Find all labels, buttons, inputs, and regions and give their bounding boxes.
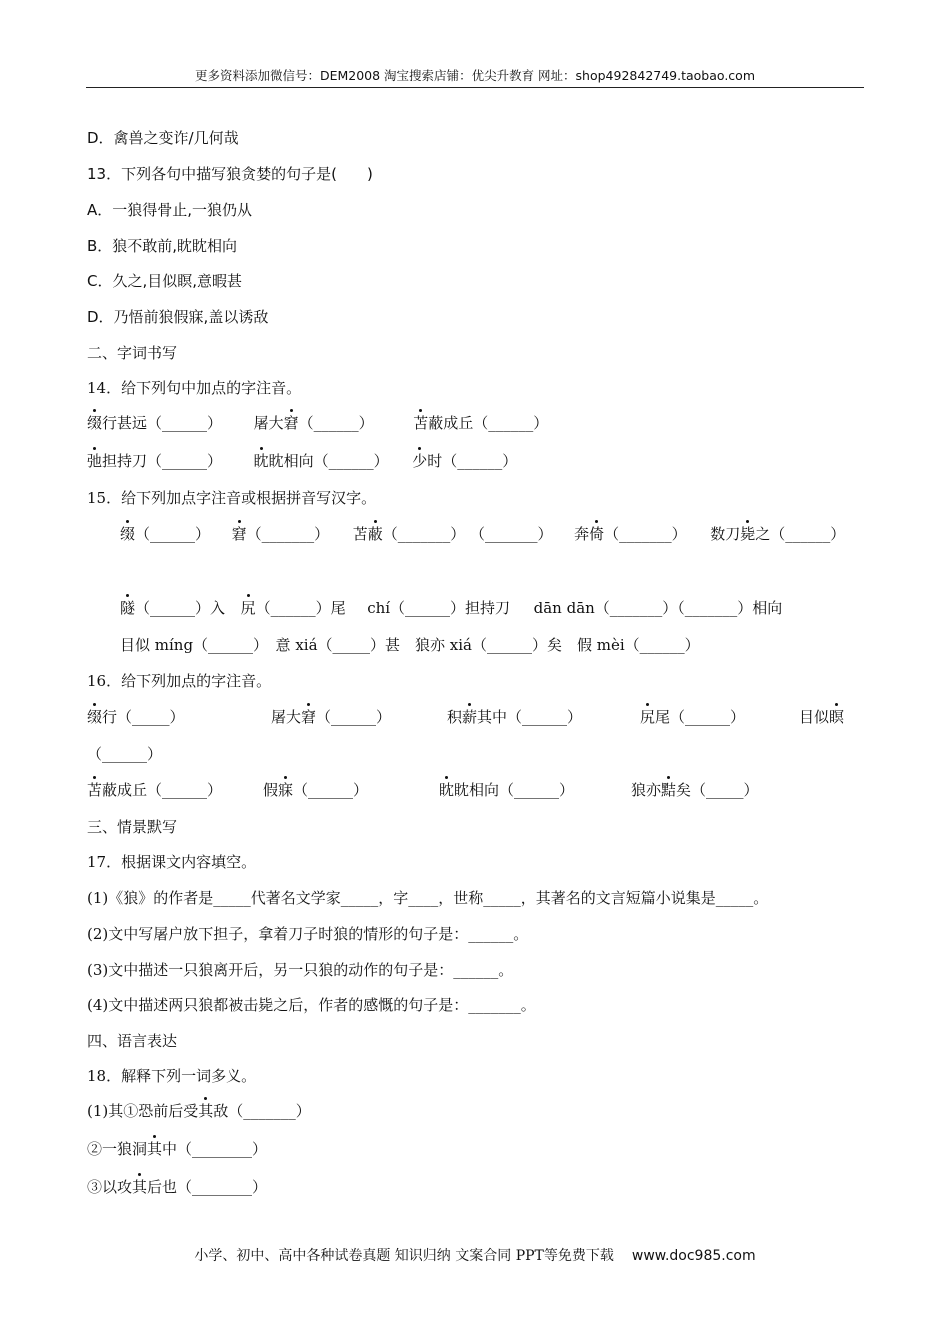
- question-18: 18．解释下列一词多义。: [87, 1067, 257, 1085]
- dotted-char: 其: [147, 1140, 163, 1158]
- q16-item-text: （______）: [293, 781, 369, 799]
- dotted-char: 窘: [283, 414, 299, 432]
- dotted-char: 眈: [253, 452, 269, 470]
- dotted-char: 缀: [87, 708, 103, 726]
- q18-item-text: 敌（_______）: [213, 1102, 311, 1120]
- footer-url[interactable]: www.doc985.com: [631, 1248, 756, 1264]
- q16-item-text: 积: [447, 708, 463, 726]
- question-15: 15．给下列加点字注音或根据拼音写汉字。: [87, 489, 377, 507]
- q16-item-text: 假: [263, 781, 279, 799]
- dotted-char: 窘: [231, 525, 247, 543]
- q14-item-text: 眈相向（______）: [268, 452, 389, 470]
- q15-item-text: 苫: [352, 525, 368, 543]
- q17-item-3: (3)文中描述一只狼离开后，另一只狼的动作的句子是：______。: [87, 961, 514, 979]
- q17-item-4: (4)文中描述两只狼都被击毙之后，作者的感慨的句子是：_______。: [87, 996, 536, 1014]
- option-d-q13: D．乃悟前狼假寐,盖以诱敌: [87, 308, 269, 326]
- q16-item-text: 蔽成丘（______）: [102, 781, 223, 799]
- q16-item-text: 目似: [799, 708, 830, 726]
- section-heading-3: 三、情景默写: [87, 818, 178, 836]
- question-17: 17．根据课文内容填空。: [87, 853, 257, 871]
- dotted-char: 蔽: [367, 525, 383, 543]
- q16-item-text: 矣（_____）: [676, 781, 759, 799]
- option-c-q13: C．久之,目似瞑,意暇甚: [87, 272, 243, 290]
- question-16: 16．给下列加点的字注音。: [87, 672, 272, 690]
- q16-row-1-cont: （______）: [87, 745, 163, 763]
- q16-item-text: 狼亦: [631, 781, 662, 799]
- dotted-char: 缀: [120, 525, 136, 543]
- page-footer: [0, 1245, 950, 1265]
- section-heading-2: 二、字词书写: [87, 344, 178, 362]
- dotted-char: 黠: [661, 781, 677, 799]
- q17-item-1: (1)《狼》的作者是_____代著名文学家_____，字____，世称_____，其著名的文言短篇小说集是_____。: [87, 889, 769, 907]
- q14-item-text: 担持刀（______）: [102, 452, 223, 470]
- q16-item-text: 尾（______）: [655, 708, 746, 726]
- q15-item-text: 奔: [574, 525, 590, 543]
- dotted-char: 隧: [120, 599, 136, 617]
- q14-item-text: （______）: [298, 414, 374, 432]
- dotted-char: 尻: [240, 599, 256, 617]
- question-13: 13．下列各句中描写狼贪婪的句子是( ): [87, 165, 373, 183]
- q15-item-text: 数刀: [710, 525, 741, 543]
- q15-item-text: 之（______）: [755, 525, 846, 543]
- q18-item-text: (1)其①恐前后受: [87, 1102, 199, 1120]
- dotted-char: 尻: [640, 708, 656, 726]
- dotted-char: 薪: [462, 708, 478, 726]
- section-heading-4: 四、语言表达: [87, 1032, 178, 1050]
- q15-item-text: （______）: [135, 525, 211, 543]
- dotted-char: 缀: [87, 414, 103, 432]
- q14-row-2: [87, 451, 517, 471]
- q15-item-text: （_______）: [246, 525, 330, 543]
- dotted-char: 眈: [439, 781, 455, 799]
- q16-item-text: 行（_____）: [102, 708, 185, 726]
- q14-item-text: 时（______）: [427, 452, 518, 470]
- q15-row-2: [120, 598, 782, 618]
- dotted-char: 倚: [589, 525, 605, 543]
- q18-item-2: [87, 1139, 267, 1159]
- dotted-char: 瞑: [829, 708, 845, 726]
- footer-text: 小学、初中、高中各种试卷真题 知识归纳 文案合同 PPT等免费下载: [194, 1248, 614, 1264]
- q18-item-text: ③以攻: [87, 1178, 133, 1196]
- dotted-char: 苫: [413, 414, 429, 432]
- q15-item-text: dān dān（_______）（_______）相向: [533, 599, 783, 617]
- q15-item-text: chí（______）担持刀: [367, 599, 511, 617]
- q14-row-1: [87, 413, 548, 433]
- dotted-char: 苫: [87, 781, 103, 799]
- q14-item-text: 蔽成丘（______）: [428, 414, 549, 432]
- q15-row-3: 目似 míng（______） 意 xiá（_____）甚 狼亦 xiá（______）矣 假 mèi（______）: [120, 636, 700, 654]
- dotted-char: 窘: [301, 708, 317, 726]
- q18-item-text: ②一狼洞: [87, 1140, 148, 1158]
- q15-item-text: （_______）: [382, 525, 466, 543]
- question-14: 14．给下列句中加点的字注音。: [87, 379, 302, 397]
- dotted-char: 寐: [278, 781, 294, 799]
- q15-item-text: （_______）: [604, 525, 687, 543]
- dotted-char: 毙: [740, 525, 756, 543]
- q16-item-text: 眈相向（______）: [454, 781, 575, 799]
- header-divider: [86, 87, 864, 88]
- q16-item-text: 屠大: [271, 708, 302, 726]
- q18-item-text: 后也（________）: [147, 1178, 268, 1196]
- q15-item-text: （______）入: [135, 599, 226, 617]
- q17-item-2: (2)文中写屠户放下担子，拿着刀子时狼的情形的句子是：______。: [87, 925, 529, 943]
- q16-item-text: （______）: [316, 708, 392, 726]
- q15-row-1: [120, 524, 845, 544]
- dotted-char: 少: [412, 452, 428, 470]
- dotted-char: 弛: [87, 452, 103, 470]
- q18-item-1: [87, 1101, 311, 1121]
- page-header: 更多资料添加微信号：DEM2008 淘宝搜索店铺：优尖升教育 网址：shop492842749.taobao.com: [194, 68, 756, 83]
- q18-item-text: 中（________）: [162, 1140, 268, 1158]
- dotted-char: 其: [198, 1102, 214, 1120]
- option-d-q12: D．禽兽之变诈/几何哉: [87, 129, 239, 147]
- option-a-q13: A．一狼得骨止,一狼仍从: [87, 201, 253, 219]
- q15-item-text: （______）尾: [255, 599, 346, 617]
- q15-item-text: （_______）: [470, 525, 553, 543]
- q14-item-text: 屠大: [253, 414, 284, 432]
- option-b-q13: B．狼不敢前,眈眈相向: [87, 237, 238, 255]
- dotted-char: 其: [132, 1178, 148, 1196]
- q18-item-3: [87, 1177, 267, 1197]
- q14-item-text: 行甚远（______）: [102, 414, 223, 432]
- q16-item-text: 其中（______）: [477, 708, 583, 726]
